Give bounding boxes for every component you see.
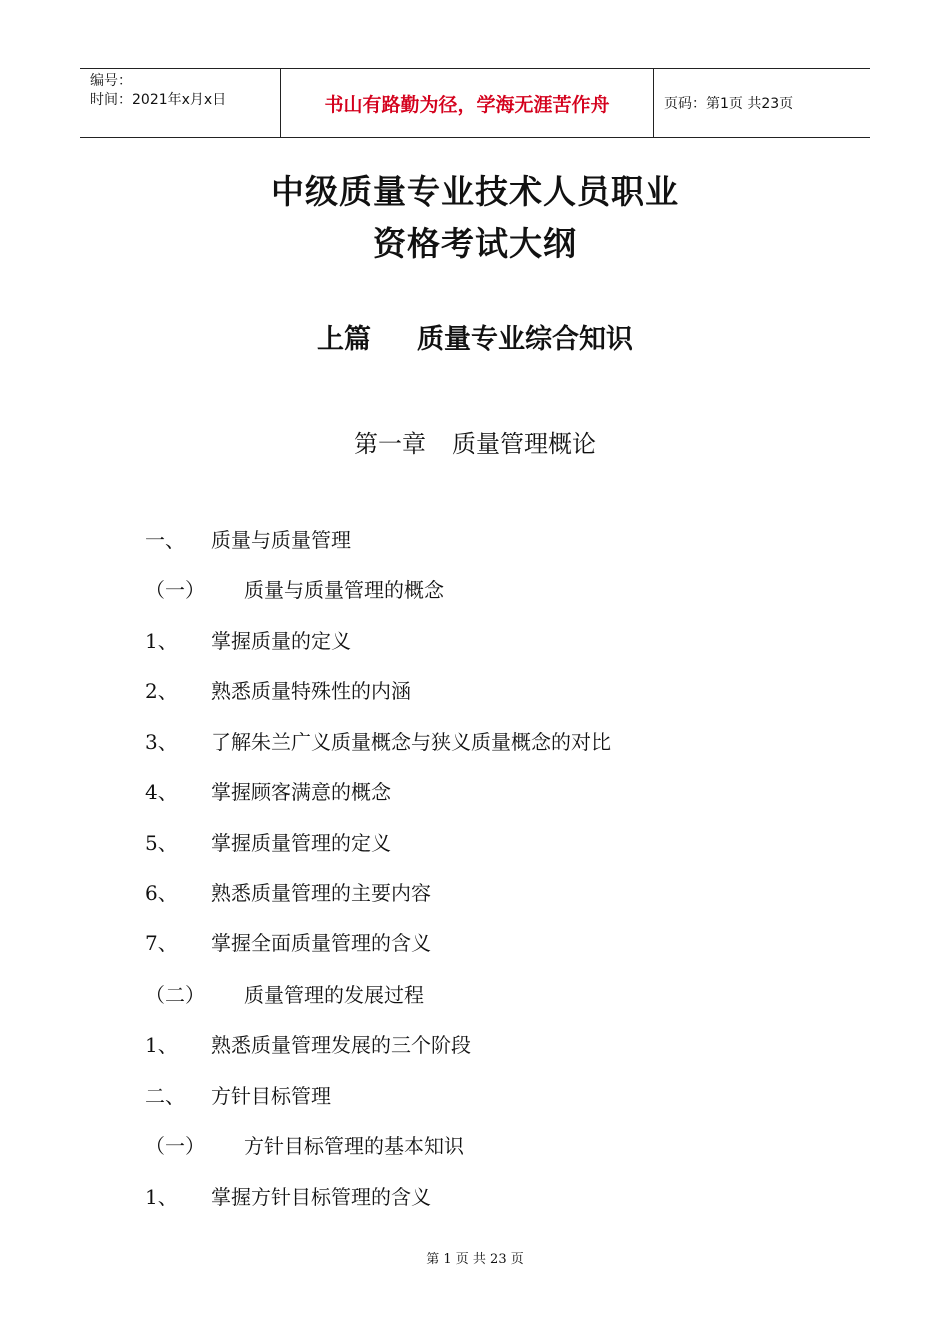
outline-number: 6、 [145,881,178,905]
outline-number: 二、 [145,1084,185,1108]
outline-text: 质量与质量管理 [211,528,351,552]
outline-text: 掌握质量管理的定义 [211,831,391,855]
outline-number: 5、 [145,831,178,855]
outline-text: 掌握全面质量管理的含义 [211,931,431,955]
outline-number: 4、 [145,780,178,804]
outline-number: 1、 [145,1033,178,1057]
page-footer: 第 1 页 共 23 页 [426,1252,524,1267]
number-label: 编号： [90,73,132,89]
outline-number: 1、 [145,629,178,653]
outline-text: 掌握顾客满意的概念 [211,780,391,804]
outline-text: 熟悉质量管理发展的三个阶段 [211,1033,471,1057]
header-meta [80,69,281,137]
outline-text: 方针目标管理的基本知识 [244,1134,464,1158]
outline-text: 了解朱兰广义质量概念与狭义质量概念的对比 [211,730,611,754]
outline-number: 2、 [145,679,178,703]
outline-number: 7、 [145,931,178,955]
time-label: 时间：2021年x月x日 [90,92,227,108]
outline-text: 方针目标管理 [211,1084,331,1108]
outline-number: （二） [145,983,205,1007]
outline-number: （一） [145,1134,205,1158]
part-heading [0,317,950,356]
outline-text: 熟悉质量特殊性的内涵 [211,679,411,703]
outline-number: （一） [145,578,205,602]
document-title-line1: 中级质量专业技术人员职业 [271,172,679,211]
chapter-name: 质量管理概论 [452,430,596,458]
outline-text: 掌握质量的定义 [211,629,351,653]
outline-number: 1、 [145,1185,178,1209]
outline-text: 质量管理的发展过程 [244,983,424,1007]
header-page-info: 页码：第1页 共23页 [664,96,794,112]
outline-text: 质量与质量管理的概念 [244,578,444,602]
part-name: 质量专业综合知识 [417,324,633,355]
document-title-line2: 资格考试大纲 [373,224,577,263]
outline-text: 熟悉质量管理的主要内容 [211,881,431,905]
outline-number: 一、 [145,528,185,552]
header-motto: 书山有路勤为径，学海无涯苦作舟 [281,69,654,137]
document-header [80,68,870,138]
chapter-label: 第一章 [354,430,426,458]
outline-number: 3、 [145,730,178,754]
chapter-heading [0,424,950,459]
part-label: 上篇 [317,324,371,355]
outline-text: 掌握方针目标管理的含义 [211,1185,431,1209]
